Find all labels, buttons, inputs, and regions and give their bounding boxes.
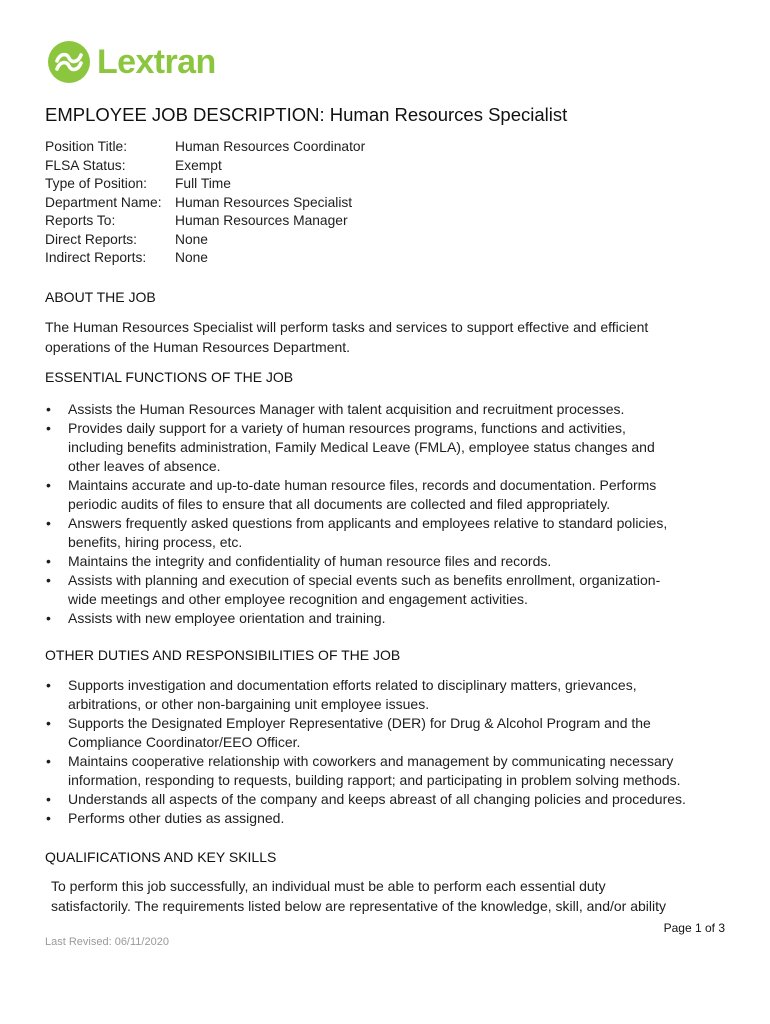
document-title: EMPLOYEE JOB DESCRIPTION: Human Resources Specialist	[45, 104, 568, 125]
list-item-line: Maintains cooperative relationship with coworkers and management by communicating necessary	[68, 753, 674, 769]
list-item-line: Supports the Designated Employer Representative (DER) for Drug & Alcohol Program and the	[68, 715, 651, 731]
list-item-line: Assists with new employee orientation and training.	[68, 610, 386, 626]
list-item-line: Assists the Human Resources Manager with talent acquisition and recruitment processes.	[68, 401, 625, 417]
list-item-line: arbitrations, or other non-bargaining unit employee issues.	[68, 696, 430, 712]
field-label: Department Name:	[45, 194, 162, 210]
field-row	[45, 138, 365, 157]
qualifications-heading: QUALIFICATIONS AND KEY SKILLS	[45, 849, 277, 865]
bullet-icon: •	[46, 477, 51, 493]
list-item	[45, 714, 735, 752]
essential-heading: ESSENTIAL FUNCTIONS OF THE JOB	[45, 369, 294, 385]
list-item-line: Provides daily support for a variety of human resources programs, functions and activities,	[68, 420, 626, 436]
about-heading: ABOUT THE JOB	[45, 289, 156, 305]
field-row	[45, 212, 365, 231]
list-item	[45, 514, 735, 552]
list-item	[45, 400, 735, 419]
bullet-icon: •	[46, 401, 51, 417]
page-number: Page 1 of 3	[663, 921, 725, 935]
paragraph-line: The Human Resources Specialist will perform tasks and services to support effective and efficient	[45, 319, 649, 335]
list-item-line: Supports investigation and documentation efforts related to disciplinary matters, grievances,	[68, 677, 637, 693]
field-label: FLSA Status:	[45, 157, 126, 173]
list-item	[45, 752, 735, 790]
field-value: Human Resources Manager	[175, 213, 348, 228]
list-item	[45, 571, 735, 609]
bullet-icon: •	[46, 420, 51, 436]
field-label: Position Title:	[45, 139, 128, 154]
bullet-icon: •	[46, 810, 51, 826]
field-row	[45, 194, 365, 213]
bullet-icon: •	[46, 753, 51, 769]
last-revised: Last Revised: 06/11/2020	[45, 936, 169, 948]
list-item	[45, 809, 735, 828]
list-item-line: wide meetings and other employee recognition and engagement activities.	[68, 591, 528, 607]
field-row	[45, 249, 365, 268]
bullet-icon: •	[46, 515, 51, 531]
list-item-line: Understands all aspects of the company and keeps abreast of all changing policies and procedures.	[68, 791, 686, 807]
bullet-icon: •	[46, 553, 51, 569]
list-item-line: Compliance Coordinator/EEO Officer.	[68, 734, 301, 750]
field-label: Type of Position:	[45, 176, 148, 191]
paragraph-line: operations of the Human Resources Department.	[45, 339, 351, 355]
bullet-icon: •	[46, 791, 51, 807]
field-row	[45, 231, 365, 250]
other-duties-list	[45, 676, 735, 828]
bullet-icon: •	[46, 610, 51, 626]
qualifications-paragraph	[51, 876, 666, 916]
essential-functions-list	[45, 400, 735, 628]
list-item-line: periodic audits of files to ensure that all documents are collected and filed appropriately.	[68, 496, 611, 512]
list-item-line: Answers frequently asked questions from applicants and employees relative to standard policies,	[68, 515, 668, 531]
field-value: Human Resources Coordinator	[175, 139, 366, 154]
bullet-icon: •	[46, 715, 51, 731]
bullet-icon: •	[46, 572, 51, 588]
other-duties-heading: OTHER DUTIES AND RESPONSIBILITIES OF THE JOB	[45, 647, 401, 663]
field-label: Reports To:	[45, 213, 116, 228]
list-item-line: information, responding to requests, building rapport; and participating in problem solving methods.	[68, 772, 681, 788]
about-paragraph	[45, 317, 648, 357]
list-item-line: Maintains the integrity and confidentiality of human resource files and records.	[68, 553, 552, 569]
field-value: Full Time	[175, 176, 231, 191]
field-row	[45, 175, 365, 194]
field-value: None	[175, 231, 208, 247]
field-label: Indirect Reports:	[45, 250, 147, 265]
field-value: None	[175, 250, 208, 265]
list-item-line: including benefits administration, Family Medical Leave (FMLA), employee status changes and	[68, 439, 655, 455]
list-item	[45, 609, 735, 628]
list-item	[45, 676, 735, 714]
lextran-logo	[48, 40, 216, 84]
lextran-logo-icon	[48, 41, 90, 83]
list-item-line: Assists with planning and execution of special events such as benefits enrollment, organization-	[68, 572, 661, 588]
field-value: Exempt	[175, 157, 222, 173]
paragraph-line: To perform this job successfully, an individual must be able to perform each essential duty	[51, 878, 606, 894]
field-label: Direct Reports:	[45, 231, 138, 247]
list-item	[45, 790, 735, 809]
position-fields	[45, 138, 365, 268]
paragraph-line: satisfactorily. The requirements listed below are representative of the knowledge, skill, and/or ability	[51, 898, 667, 914]
logo-wordmark: Lextran	[97, 43, 216, 81]
field-row	[45, 157, 365, 176]
field-value: Human Resources Specialist	[175, 194, 353, 210]
list-item	[45, 419, 735, 476]
list-item	[45, 552, 735, 571]
list-item-line: Performs other duties as assigned.	[68, 810, 285, 826]
bullet-icon: •	[46, 677, 51, 693]
list-item-line: other leaves of absence.	[68, 458, 221, 474]
list-item-line: Maintains accurate and up-to-date human resource files, records and documentation. Performs	[68, 477, 657, 493]
list-item-line: benefits, hiring process, etc.	[68, 534, 243, 550]
list-item	[45, 476, 735, 514]
